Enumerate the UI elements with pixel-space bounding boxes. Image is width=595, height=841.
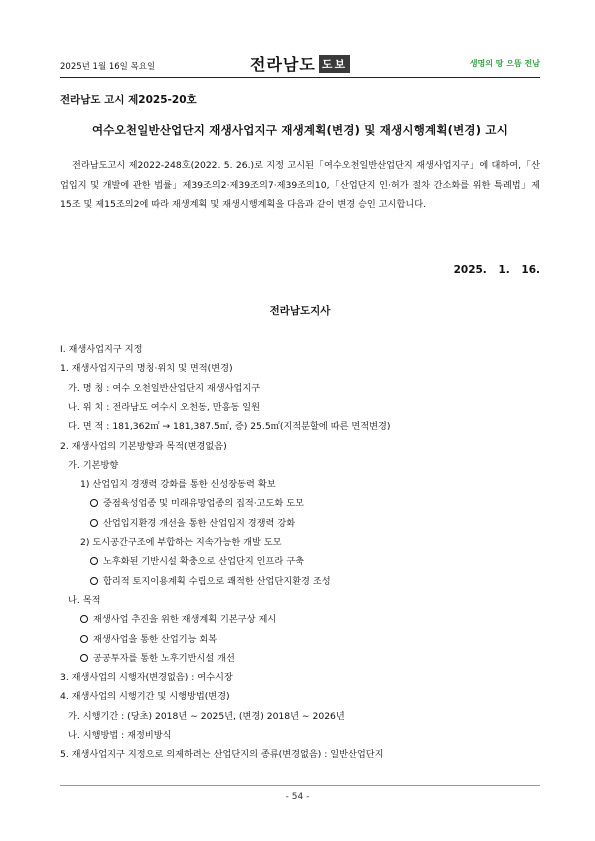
list-item bbox=[68, 457, 118, 471]
list-item bbox=[60, 746, 383, 760]
signature: 전라남도지사 bbox=[269, 305, 331, 317]
list-item bbox=[60, 341, 142, 355]
header-date: 2025년 1월 16일 목요일 bbox=[60, 62, 156, 72]
list-item bbox=[80, 611, 276, 625]
list-item-text: 1) 산업입지 경쟁력 강화를 통한 신성장동력 확보 bbox=[80, 479, 276, 491]
list-item bbox=[80, 650, 235, 664]
header-title bbox=[250, 52, 350, 75]
page-number: - 54 - bbox=[285, 792, 310, 802]
list-item-text: 4. 재생사업의 시행기간 및 시행방법(변경) bbox=[60, 691, 230, 703]
list-item-text: 노후화된 기반시설 확충으로 산업단지 인프라 구축 bbox=[103, 556, 304, 568]
circle-bullet-icon bbox=[80, 654, 88, 662]
notice-date: 2025. 1. 16. bbox=[453, 264, 540, 276]
list-item bbox=[68, 727, 172, 741]
list-item-text: 가. 기본방향 bbox=[68, 459, 119, 471]
list-item bbox=[90, 495, 304, 509]
list-item-text: 나. 시행방법 : 재정비방식 bbox=[68, 730, 172, 741]
circle-bullet-icon bbox=[90, 519, 98, 527]
list-item bbox=[68, 708, 345, 722]
list-item-text: 재생사업을 통한 산업기능 회복 bbox=[93, 633, 218, 645]
list-item-text: 나. 목적 bbox=[68, 594, 101, 606]
header-divider bbox=[60, 77, 540, 78]
list-item bbox=[60, 438, 227, 452]
page-header bbox=[60, 50, 540, 76]
list-item-text: 5. 재생사업지구 지정으로 의제하려는 산업단지의 종류(변경없음) : 일반산업단지 bbox=[60, 749, 384, 761]
list-item bbox=[90, 573, 331, 587]
list-item-text: 3. 재생사업의 시행자(변경없음) : 여수시장 bbox=[60, 672, 233, 684]
list-item-text: 다. 면 적 : 181,362㎡ → 181,387.5㎡, 증) 25.5㎡(지적분할에 따른 면적변경) bbox=[68, 421, 391, 433]
list-item bbox=[68, 592, 100, 606]
list-item bbox=[68, 399, 260, 413]
list-item-text: 합리적 토지이용계획 수립으로 쾌적한 산업단지환경 조성 bbox=[103, 575, 331, 587]
list-item bbox=[68, 418, 391, 432]
circle-bullet-icon bbox=[90, 499, 98, 507]
body-text: 전라남도고시 제2022-248호(2022. 5. 26.)로 지정 고시된「여수오천일반산업단지 재생사업지구」에 대하여,「산업입지 및 개발에 관한 법률」제39조의2·제39조의7·제39조의10,「산업단지 인·허가 절차 간소화를 위한 특례법」제15조 및 제15조의2에 따라 재생계획 및 재생시행계획을 다음과 같이 변경 승인 고시합니다. bbox=[60, 160, 540, 210]
header-title-text: 전라남도 bbox=[250, 55, 316, 74]
list-item bbox=[60, 688, 230, 702]
list-item-text: 가. 시행기간 : (당초) 2018년 ∼ 2025년, (변경) 2018년 ∼ 2026년 bbox=[68, 710, 345, 722]
list-item-text: 산업입지환경 개선을 통한 산업입지 경쟁력 강화 bbox=[103, 517, 296, 529]
list-item-text: 1. 재생사업지구의 명칭·위치 및 면적(변경) bbox=[60, 363, 233, 375]
list-item-text: 공공투자를 통한 노후기반시설 개선 bbox=[93, 652, 235, 664]
list-item-text: 중점육성업종 및 미래유망업종의 집적·고도화 도모 bbox=[103, 498, 304, 510]
notice-number: 전라남도 고시 제2025-20호 bbox=[60, 94, 197, 106]
circle-bullet-icon bbox=[80, 635, 88, 643]
list-item-text: 가. 명 칭 : 여수 오천일반산업단지 재생사업지구 bbox=[68, 382, 261, 394]
list-item bbox=[80, 534, 282, 548]
list-item bbox=[90, 515, 295, 529]
list-item bbox=[60, 669, 233, 683]
header-slogan: 생명의 땅 으뜸 전남 bbox=[469, 59, 540, 68]
circle-bullet-icon bbox=[80, 615, 88, 623]
list-item bbox=[90, 553, 304, 567]
list-item bbox=[80, 631, 217, 645]
list-item bbox=[80, 476, 276, 490]
list-item bbox=[68, 380, 260, 394]
list-item-text: 2) 도시공간구조에 부합하는 지속가능한 개발 도모 bbox=[80, 537, 282, 548]
list-item-text: 재생사업 추진을 위한 재생계획 기본구상 제시 bbox=[93, 614, 277, 626]
circle-bullet-icon bbox=[90, 557, 98, 565]
body-paragraph bbox=[60, 156, 540, 215]
document-title: 여수오천일반산업단지 재생사업지구 재생계획(변경) 및 재생시행계획(변경) 고시 bbox=[91, 123, 509, 137]
circle-bullet-icon bbox=[90, 577, 98, 585]
list-item-text: Ⅰ. 재생사업지구 지정 bbox=[60, 344, 143, 355]
list-item bbox=[60, 360, 233, 374]
list-item-text: 2. 재생사업의 기본방향과 목적(변경없음) bbox=[60, 440, 227, 452]
list-item-text: 나. 위 치 : 전라남도 여수시 오천동, 만흥동 일원 bbox=[68, 401, 261, 413]
footer-divider bbox=[60, 785, 540, 786]
header-title-box: 도보 bbox=[319, 55, 350, 73]
